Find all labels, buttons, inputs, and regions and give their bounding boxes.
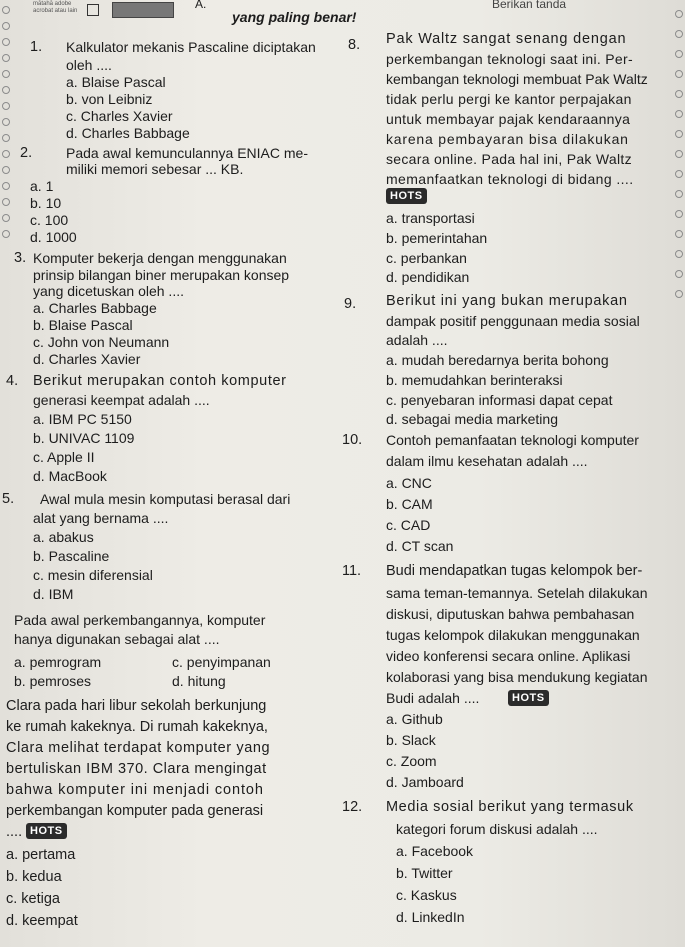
binding-hole — [675, 50, 683, 58]
answer-option[interactable]: a. Facebook — [396, 843, 474, 859]
answer-option[interactable]: a. CNC — [386, 475, 432, 491]
binding-hole — [2, 70, 10, 78]
answer-option[interactable]: c. mesin diferensial — [33, 567, 153, 583]
binding-hole — [2, 198, 10, 206]
question-number: 5. — [2, 491, 15, 507]
question-text: perkembangan komputer pada generasi — [6, 803, 264, 819]
question-number: 3. — [14, 250, 27, 266]
binding-hole — [675, 70, 683, 78]
question-text: tidak perlu pergi ke kantor perpajakan — [386, 91, 632, 107]
binding-hole — [675, 150, 683, 158]
question-text: karena pembayaran bisa dilakukan — [386, 131, 629, 147]
answer-option[interactable]: b. Slack — [386, 732, 436, 748]
answer-option[interactable]: c. penyimpanan — [172, 654, 271, 670]
question-text: hanya digunakan sebagai alat .... — [14, 631, 220, 647]
tiny-text-2: acrobat atau lain — [33, 8, 78, 14]
binding-hole — [2, 54, 10, 62]
answer-option[interactable]: b. UNIVAC 1109 — [33, 430, 135, 446]
question-text: bahwa komputer ini menjadi contoh — [6, 782, 264, 798]
question-number: 8. — [348, 37, 361, 53]
binding-hole — [2, 118, 10, 126]
question-text: memanfaatkan teknologi di bidang .... — [386, 171, 634, 187]
binding-hole — [675, 270, 683, 278]
answer-option[interactable]: a. mudah beredarnya berita bohong — [386, 352, 609, 368]
hots-badge: HOTS — [386, 188, 427, 204]
answer-option[interactable]: b. Pascaline — [33, 548, 110, 564]
question-text: Pada awal perkembangannya, komputer — [14, 612, 266, 628]
answer-option[interactable]: a. Charles Babbage — [33, 300, 157, 316]
question-text: Budi mendapatkan tugas kelompok ber- — [386, 563, 643, 579]
question-text: alat yang bernama .... — [33, 510, 169, 526]
question-text: Pada awal kemunculannya ENIAC me- — [66, 145, 309, 161]
binding-hole — [675, 130, 683, 138]
binding-hole — [675, 30, 683, 38]
tiny-text-1: mātahā adobe — [33, 1, 72, 7]
question-text: yang dicetuskan oleh .... — [33, 283, 184, 299]
question-number: 4. — [6, 373, 19, 389]
answer-option[interactable]: d. Charles Babbage — [66, 125, 190, 141]
question-number: 1. — [30, 39, 43, 55]
binding-hole — [675, 190, 683, 198]
question-text: prinsip bilangan biner merupakan konsep — [33, 267, 290, 283]
answer-option[interactable]: c. John von Neumann — [33, 334, 170, 350]
answer-option[interactable]: c. Apple II — [33, 449, 95, 465]
binding-hole — [2, 230, 10, 238]
question-text: Berikut ini yang bukan merupakan — [386, 293, 628, 309]
answer-option[interactable]: d. MacBook — [33, 468, 107, 484]
question-text: dampak positif penggunaan media sosial — [386, 313, 640, 329]
answer-option[interactable]: b. kedua — [6, 869, 62, 885]
answer-option[interactable]: a. pertama — [6, 847, 76, 863]
question-text: miliki memori sebesar ... KB. — [66, 161, 244, 177]
checkbox-icon — [87, 4, 99, 16]
answer-option[interactable]: b. pemerintahan — [386, 230, 488, 246]
question-text: bertuliskan IBM 370. Clara mengingat — [6, 761, 267, 777]
answer-option[interactable]: a. Github — [386, 711, 443, 727]
binding-hole — [2, 6, 10, 14]
question-number: 9. — [344, 296, 357, 312]
question-text: Clara melihat terdapat komputer yang — [6, 740, 271, 756]
question-number: 12. — [342, 799, 363, 815]
answer-option[interactable]: b. CAM — [386, 496, 433, 512]
section-heading: yang paling benar! — [232, 9, 357, 25]
question-number: 2. — [20, 145, 33, 161]
question-text: Contoh pemanfaatan teknologi komputer — [386, 432, 639, 448]
answer-option[interactable]: d. Charles Xavier — [33, 351, 141, 367]
question-text: Pak Waltz sangat senang dengan — [386, 31, 627, 47]
question-text: tugas kelompok dilakukan menggunakan — [386, 627, 640, 643]
question-text: Berikut merupakan contoh komputer — [33, 373, 287, 389]
answer-option[interactable]: b. Twitter — [396, 865, 453, 881]
question-text: oleh .... — [66, 57, 112, 73]
answer-option[interactable]: b. pemroses — [14, 673, 92, 689]
answer-option[interactable]: d. LinkedIn — [396, 909, 465, 925]
question-text: perkembangan teknologi saat ini. Per- — [386, 51, 633, 67]
answer-option[interactable]: d. keempat — [6, 913, 78, 929]
question-text: Kalkulator mekanis Pascaline diciptakan — [66, 39, 316, 55]
question-number: 10. — [342, 432, 363, 448]
binding-hole — [2, 166, 10, 174]
question-text: ke rumah kakeknya. Di rumah kakeknya, — [6, 719, 268, 735]
answer-option[interactable]: b. von Leibniz — [66, 91, 153, 107]
binding-hole — [675, 90, 683, 98]
binding-hole — [675, 250, 683, 258]
question-text: video konferensi secara online. Aplikasi — [386, 648, 631, 664]
binding-hole — [2, 134, 10, 142]
binding-hole — [2, 86, 10, 94]
answer-option[interactable]: d. Jamboard — [386, 774, 464, 790]
answer-option[interactable]: a. IBM PC 5150 — [33, 411, 132, 427]
question-text: Awal mula mesin komputasi berasal dari — [40, 491, 291, 507]
binding-hole — [2, 22, 10, 30]
question-text: secara online. Pada hal ini, Pak Waltz — [386, 151, 632, 167]
question-text: Clara pada hari libur sekolah berkunjung — [6, 698, 267, 714]
answer-option[interactable]: b. 10 — [30, 195, 62, 211]
answer-option[interactable]: c. Kaskus — [396, 887, 457, 903]
answer-option[interactable]: c. Charles Xavier — [66, 108, 173, 124]
question-text: generasi keempat adalah .... — [33, 392, 210, 408]
question-text: sama teman-temannya. Setelah dilakukan — [386, 585, 648, 601]
answer-option[interactable]: d. pendidikan — [386, 269, 470, 285]
question-text: .... — [6, 824, 23, 840]
binding-hole — [675, 10, 683, 18]
answer-option[interactable]: d. 1000 — [30, 229, 77, 245]
question-text: Komputer bekerja dengan menggunakan — [33, 250, 287, 266]
answer-option[interactable]: c. Zoom — [386, 753, 437, 769]
binding-hole — [675, 230, 683, 238]
answer-option[interactable]: c. CAD — [386, 517, 431, 533]
answer-option[interactable]: b. memudahkan berinteraksi — [386, 372, 563, 388]
question-text: kategori forum diskusi adalah .... — [396, 821, 598, 837]
answer-option[interactable]: c. perbankan — [386, 250, 467, 266]
option-a-label: A. — [195, 0, 207, 11]
binding-hole — [675, 290, 683, 298]
question-text: kembangan teknologi membuat Pak Waltz — [386, 71, 648, 87]
answer-option[interactable]: c. 100 — [30, 212, 69, 228]
answer-option[interactable]: d. sebagai media marketing — [386, 411, 558, 427]
answer-option[interactable]: c. ketiga — [6, 891, 60, 907]
answer-option[interactable]: a. transportasi — [386, 210, 475, 226]
hots-badge: HOTS — [508, 690, 549, 706]
question-text: Budi adalah .... — [386, 690, 480, 706]
binding-hole — [675, 170, 683, 178]
question-number: 11. — [342, 563, 362, 579]
binding-hole — [2, 38, 10, 46]
thumbnail-image — [112, 2, 174, 18]
answer-option[interactable]: c. penyebaran informasi dapat cepat — [386, 392, 613, 408]
binding-hole — [675, 210, 683, 218]
answer-option[interactable]: a. Blaise Pascal — [66, 74, 166, 90]
instruction-text: Berikan tanda — [492, 0, 567, 11]
question-text: dalam ilmu kesehatan adalah .... — [386, 453, 588, 469]
binding-hole — [2, 102, 10, 110]
question-text: Media sosial berikut yang termasuk — [386, 799, 634, 815]
question-text: untuk membayar pajak kendaraannya — [386, 111, 631, 127]
hots-badge: HOTS — [26, 823, 67, 839]
answer-option[interactable]: a. abakus — [33, 529, 94, 545]
binding-hole — [2, 150, 10, 158]
answer-option[interactable]: d. IBM — [33, 586, 74, 602]
answer-option[interactable]: a. 1 — [30, 178, 54, 194]
binding-hole — [2, 182, 10, 190]
question-text: diskusi, diputuskan bahwa pembahasan — [386, 606, 635, 622]
binding-hole — [2, 214, 10, 222]
answer-option[interactable]: d. hitung — [172, 673, 226, 689]
answer-option[interactable]: d. CT scan — [386, 538, 454, 554]
question-text: kolaborasi yang bisa mendukung kegiatan — [386, 669, 648, 685]
question-text: adalah .... — [386, 332, 448, 348]
binding-hole — [675, 110, 683, 118]
answer-option[interactable]: b. Blaise Pascal — [33, 317, 133, 333]
answer-option[interactable]: a. pemrogram — [14, 654, 102, 670]
